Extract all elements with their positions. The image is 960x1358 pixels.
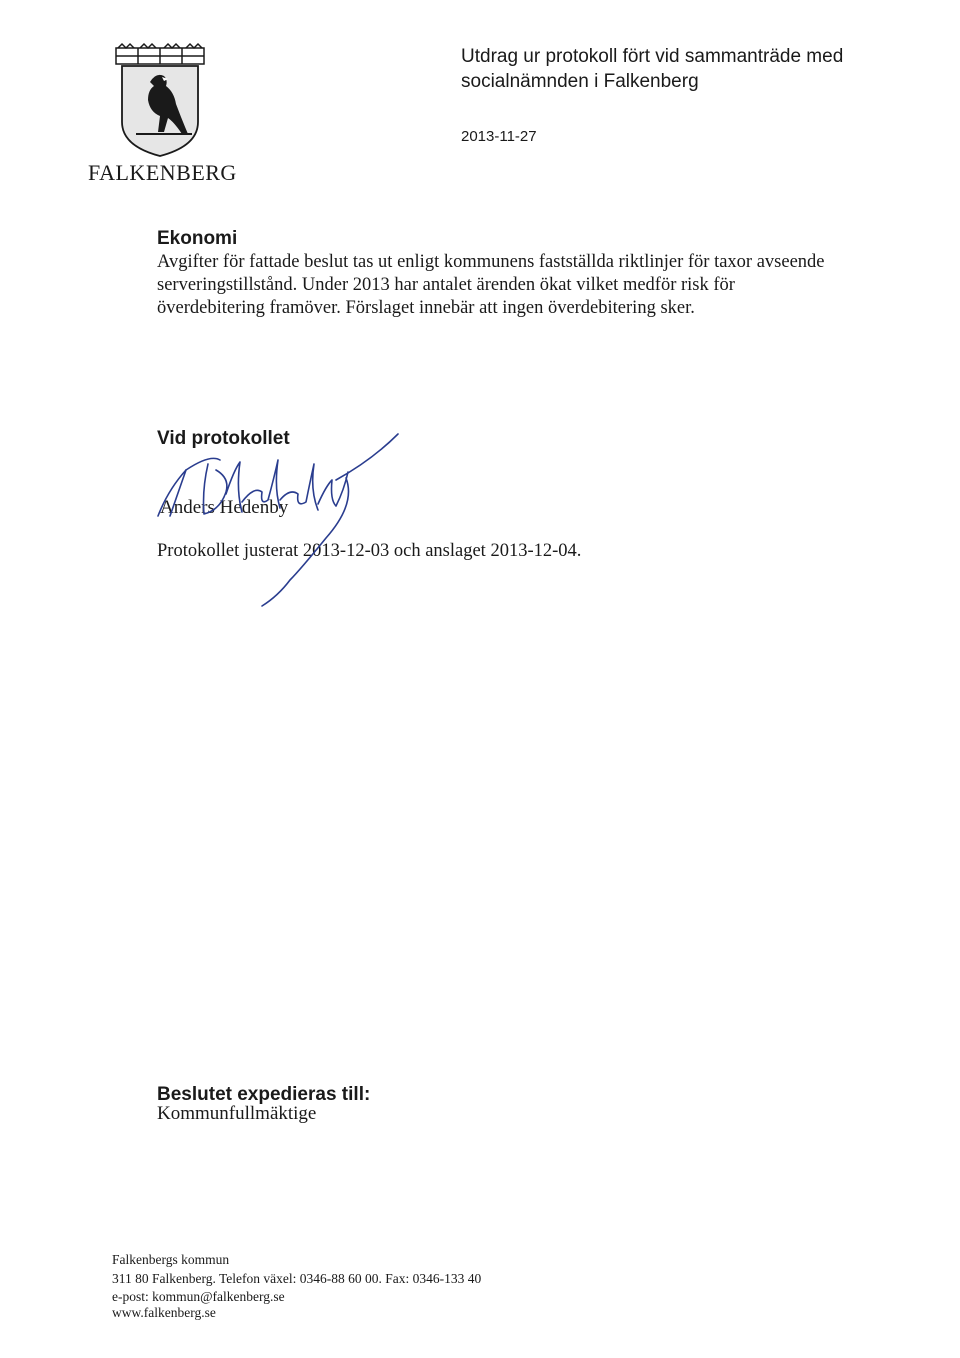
section-body: [157, 251, 857, 320]
meeting-date: 2013-11-27: [461, 128, 537, 145]
protocol-heading: Vid protokollet: [157, 428, 290, 449]
adjustment-note: Protokollet justerat 2013-12-03 och anslaget 2013-12-04.: [157, 541, 582, 561]
footer-address: 311 80 Falkenberg. Telefon växel: 0346-88 60 00. Fax: 0346-133 40: [112, 1271, 482, 1286]
footer-email: e-post: kommun@falkenberg.se: [112, 1289, 285, 1304]
footer-organization: Falkenbergs kommun: [112, 1252, 230, 1267]
body-line: Avgifter för fattade beslut tas ut enligt kommunens fastställda riktlinjer för taxor avseende: [157, 252, 825, 272]
body-line: serveringstillstånd. Under 2013 har antalet ärenden ökat vilket medför risk för: [157, 275, 735, 295]
title-line: Utdrag ur protokoll fört vid sammanträde med: [461, 46, 844, 67]
handwritten-signature: [150, 420, 410, 610]
distribution-recipient: Kommunfullmäktige: [157, 1103, 317, 1124]
title-line: socialnämnden i Falkenberg: [461, 71, 699, 92]
municipality-name: FALKENBERG: [88, 160, 237, 185]
falkenberg-coat-of-arms-logo: [112, 42, 208, 160]
body-line: överdebitering framöver. Förslaget innebär att ingen överdebitering sker.: [157, 298, 695, 318]
distribution-heading: Beslutet expedieras till:: [157, 1084, 371, 1105]
section-heading: Ekonomi: [157, 228, 238, 249]
signer-name: Anders Hedenby: [160, 497, 289, 518]
document-title: [461, 44, 921, 94]
footer-website: www.falkenberg.se: [112, 1305, 216, 1320]
